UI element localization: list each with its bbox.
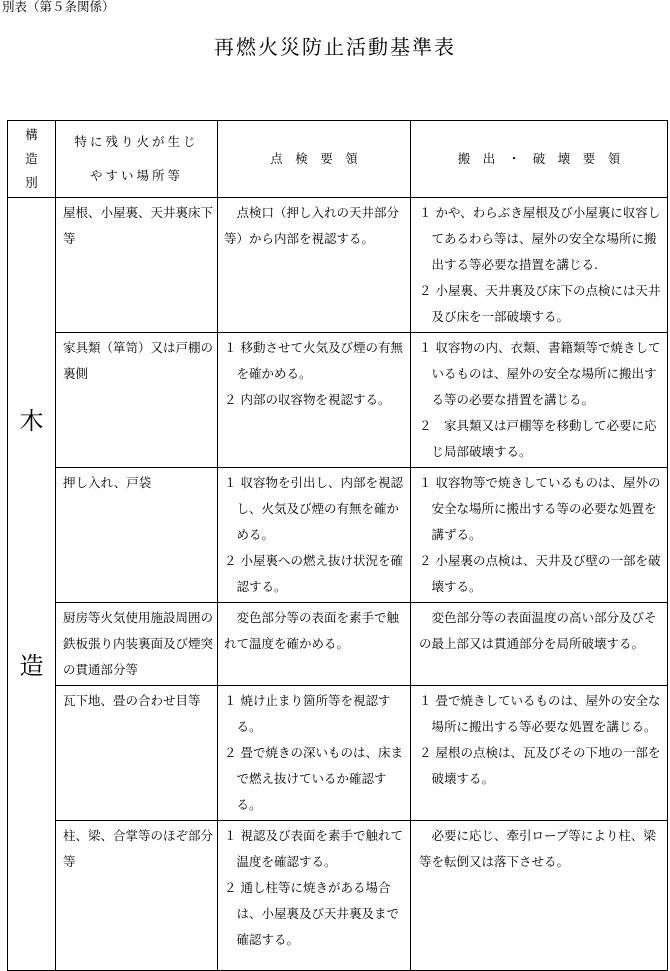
remove-item: ２ 小屋裏、天井裏及び床下の点検には天井及び床を一部破壊する。 — [419, 283, 661, 324]
place-cell: 家具類（箪笥）又は戸棚の裏側 — [56, 333, 218, 468]
place-cell: 瓦下地、畳の合わせ目等 — [56, 686, 218, 821]
remove-item: １ 収容物等で焼きしているものは、屋外の安全な場所に搬出する等の必要な処置を講ずる。 — [419, 475, 661, 542]
header-place — [56, 121, 218, 198]
header-structure-char: 別 — [25, 175, 38, 190]
header-structure-char: 造 — [25, 151, 38, 166]
header-place-line: やすい場所等 — [89, 168, 183, 183]
table-row — [8, 198, 668, 333]
remove-cell — [411, 333, 668, 468]
check-item: １ 移動させて火気及び煙の有無を確かめる。 — [224, 340, 403, 381]
header-structure — [8, 121, 56, 198]
header-structure-char: 構 — [25, 127, 38, 142]
check-cell — [218, 333, 411, 468]
table-row — [8, 603, 668, 686]
table-header-row — [8, 121, 668, 198]
remove-cell — [411, 468, 668, 603]
remove-item: 変色部分等の表面温度の高い部分及びその最上部又は貫通部分を局所破壊する。 — [419, 610, 657, 651]
check-item: １ 視認及び表面を素手で触れて温度を確認する。 — [224, 828, 403, 869]
remove-item: 必要に応じ、牽引ロープ等により柱、梁等を転倒又は落下させる。 — [419, 828, 656, 869]
remove-cell — [411, 198, 668, 333]
check-cell — [218, 821, 411, 971]
structure-label-char: 木 — [19, 407, 44, 435]
remove-cell — [411, 821, 668, 971]
place-cell: 柱、梁、合掌等のほぞ部分等 — [56, 821, 218, 971]
remove-item: １ かや、わらぶき屋根及び小屋裏に収容してあるわら等は、屋外の安全な場所に搬出する等必要な措置を講じる. — [419, 205, 661, 272]
header-check: 点 検 要 領 — [218, 121, 411, 198]
header-note: 別表（第５条関係） — [2, 0, 115, 14]
table-row — [8, 468, 668, 603]
remove-item: １ 畳で焼きしているものは、屋外の安全な場所に搬出する等必要な処置を講じる。 — [419, 693, 661, 734]
remove-item: ２ 屋根の点検は、瓦及びその下地の一部を破壊する。 — [419, 745, 661, 786]
header-place-line: 特に残り火が生じ — [74, 134, 199, 149]
place-cell: 押し入れ、戸袋 — [56, 468, 218, 603]
check-item: １ 収容物を引出し、内部を視認し、火気及び煙の有無を確かめる。 — [224, 475, 403, 542]
check-cell — [218, 468, 411, 603]
check-cell — [218, 686, 411, 821]
check-cell — [218, 198, 411, 333]
page-title: 再燃火災防止活動基準表 — [214, 35, 456, 59]
place-cell: 厨房等火気使用施設周囲の鉄板張り内装裏面及び煙突の貫通部分等 — [56, 603, 218, 686]
check-item: ２ 小屋裏への燃え抜け状況を確認する。 — [224, 553, 403, 594]
remove-item: １ 収容物の内、衣類、書籍類等で焼きしているものは、屋外の安全な場所に搬出する等の必要な措置を講じる。 — [419, 340, 661, 407]
structure-label — [8, 198, 56, 971]
check-cell — [218, 603, 411, 686]
place-cell: 屋根、小屋裏、天井裏床下等 — [56, 198, 218, 333]
check-item: 点検口（押し入れの天井部分等）から内部を視認する。 — [224, 205, 400, 246]
table-row — [8, 333, 668, 468]
check-item: 変色部分等の表面を素手で触れて温度を確かめる。 — [224, 610, 400, 651]
standards-table — [7, 120, 668, 971]
table-row — [8, 821, 668, 971]
table-row — [8, 686, 668, 821]
header-remove: 搬 出 ・ 破 壊 要 領 — [411, 121, 668, 198]
remove-cell — [411, 603, 668, 686]
structure-label-char: 造 — [19, 652, 44, 680]
check-item: １ 焼け止まり箇所等を視認する。 — [224, 693, 391, 734]
remove-cell — [411, 686, 668, 821]
remove-item: ２ 小屋裏の点検は、天井及び壁の一部を破壊する。 — [419, 553, 661, 594]
remove-item: ２ 家具類又は戸棚等を移動して必要に応じ局部破壊する。 — [419, 418, 657, 459]
check-item: ２ 内部の収容物を視認する。 — [224, 392, 391, 407]
check-item: ２ 通し柱等に焼きがある場合は、小屋裏及び天井裏及まで確認する。 — [224, 880, 400, 947]
check-item: ２ 畳で焼きの深いものは、床まで燃え抜けているか確認する。 — [224, 745, 403, 812]
